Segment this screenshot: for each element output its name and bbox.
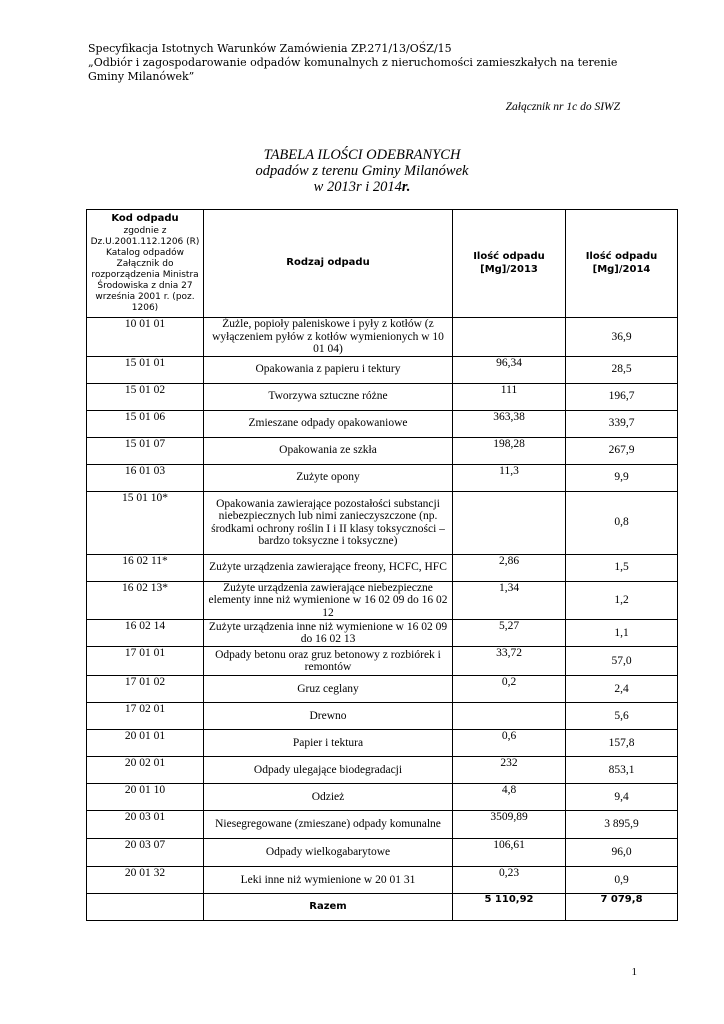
table-row	[87, 757, 678, 784]
cell-kod: 20 02 01	[87, 757, 204, 784]
table-row	[87, 491, 678, 554]
cell-2014: 96,0	[566, 839, 678, 867]
cell-rodzaj: Odzież	[204, 784, 453, 811]
cell-rodzaj: Opakowania ze szkła	[204, 437, 453, 464]
table-row	[87, 839, 678, 867]
table-row	[87, 464, 678, 491]
cell-2014: 1,2	[566, 581, 678, 620]
cell-rodzaj: Zużyte opony	[204, 464, 453, 491]
cell-2013: 4,8	[453, 784, 566, 811]
cell-2013: 0,23	[453, 867, 566, 894]
cell-kod: 15 01 07	[87, 437, 204, 464]
cell-2014: 1,5	[566, 554, 678, 581]
cell-kod: 17 01 02	[87, 676, 204, 703]
cell-2014: 36,9	[566, 318, 678, 357]
cell-2013: 5,27	[453, 620, 566, 647]
cell-rodzaj: Drewno	[204, 703, 453, 730]
title-line-3-text: w 2013r i 2014	[313, 179, 402, 195]
cell-2013: 232	[453, 757, 566, 784]
cell-2014: 157,8	[566, 730, 678, 757]
col-header-2014: Ilość odpadu [Mg]/2014	[566, 210, 678, 318]
cell-2013: 111	[453, 383, 566, 410]
table-row	[87, 554, 678, 581]
cell-rodzaj: Zmieszane odpady opakowaniowe	[204, 410, 453, 437]
cell-kod: 15 01 06	[87, 410, 204, 437]
table-row	[87, 318, 678, 357]
cell-2014: 0,8	[566, 491, 678, 554]
cell-kod: 16 01 03	[87, 464, 204, 491]
cell-kod: 15 01 01	[87, 356, 204, 383]
cell-rodzaj: Zużyte urządzenia zawierające niebezpieczne elementy inne niż wymienione w 16 02 09 do 16 02 12	[204, 581, 453, 620]
cell-total-2014: 7 079,8	[566, 894, 678, 921]
table-body	[87, 318, 678, 921]
table-row	[87, 730, 678, 757]
cell-2014: 267,9	[566, 437, 678, 464]
title-line-3	[0, 179, 724, 195]
cell-2014: 339,7	[566, 410, 678, 437]
cell-2013: 2,86	[453, 554, 566, 581]
cell-2014: 1,1	[566, 620, 678, 647]
cell-2014: 5,6	[566, 703, 678, 730]
cell-2014: 2,4	[566, 676, 678, 703]
table-row	[87, 811, 678, 839]
table-row	[87, 581, 678, 620]
cell-2014: 28,5	[566, 356, 678, 383]
cell-2013: 198,28	[453, 437, 566, 464]
col-header-kod-sub: zgodnie z Dz.U.2001.112.1206 (R) Katalog odpadów Załącznik do rozporządzenia Ministra Środowiska z dnia 27 września 2001 r. (poz. 1206)	[90, 225, 200, 313]
cell-2014: 853,1	[566, 757, 678, 784]
page-number: 1	[631, 966, 637, 978]
cell-total-label: Razem	[204, 894, 453, 921]
cell-rodzaj: Zużyte urządzenia inne niż wymienione w 16 02 09 do 16 02 13	[204, 620, 453, 647]
table-row	[87, 703, 678, 730]
total-row	[87, 894, 678, 921]
cell-kod: 20 01 10	[87, 784, 204, 811]
title-line-3-bold: r.	[401, 179, 411, 195]
cell-rodzaj: Opakowania zawierające pozostałości substancji niebezpiecznych lub nimi zanieczyszczone (np. środkami ochrony roślin I i II klasy toksyczności – bardzo toksyczne i toksyczne)	[204, 491, 453, 554]
document-header	[88, 42, 648, 84]
cell-2014: 0,9	[566, 867, 678, 894]
cell-2014: 3 895,9	[566, 811, 678, 839]
table-row	[87, 620, 678, 647]
col-header-rodzaj: Rodzaj odpadu	[204, 210, 453, 318]
header-subject-line: „Odbiór i zagospodarowanie odpadów komunalnych z nieruchomości zamieszkałych na terenie Gminy Milanówek”	[88, 56, 618, 83]
table-title	[0, 147, 724, 195]
cell-total-empty	[87, 894, 204, 921]
cell-2014: 9,9	[566, 464, 678, 491]
table-row	[87, 676, 678, 703]
cell-2013: 33,72	[453, 647, 566, 676]
cell-2013	[453, 703, 566, 730]
table-row	[87, 867, 678, 894]
cell-kod: 20 01 01	[87, 730, 204, 757]
cell-kod: 16 02 13*	[87, 581, 204, 620]
cell-2013: 1,34	[453, 581, 566, 620]
cell-2013	[453, 318, 566, 357]
cell-rodzaj: Leki inne niż wymienione w 20 01 31	[204, 867, 453, 894]
cell-kod: 20 03 07	[87, 839, 204, 867]
cell-kod: 20 01 32	[87, 867, 204, 894]
cell-2013: 106,61	[453, 839, 566, 867]
table-header-row	[87, 210, 678, 318]
cell-kod: 15 01 02	[87, 383, 204, 410]
table-row	[87, 784, 678, 811]
header-spec-line: Specyfikacja Istotnych Warunków Zamówienia ZP.271/13/OŚZ/15	[88, 42, 452, 55]
cell-2013: 11,3	[453, 464, 566, 491]
table-row	[87, 356, 678, 383]
col-header-2013: Ilość odpadu [Mg]/2013	[453, 210, 566, 318]
cell-2013: 3509,89	[453, 811, 566, 839]
cell-2013: 0,2	[453, 676, 566, 703]
cell-rodzaj: Opakowania z papieru i tektury	[204, 356, 453, 383]
cell-2013: 0,6	[453, 730, 566, 757]
cell-rodzaj: Gruz ceglany	[204, 676, 453, 703]
cell-kod: 20 03 01	[87, 811, 204, 839]
cell-rodzaj: Tworzywa sztuczne różne	[204, 383, 453, 410]
cell-kod: 15 01 10*	[87, 491, 204, 554]
cell-kod: 16 02 11*	[87, 554, 204, 581]
cell-2014: 9,4	[566, 784, 678, 811]
cell-kod: 10 01 01	[87, 318, 204, 357]
table-row	[87, 437, 678, 464]
title-line-2: odpadów z terenu Gminy Milanówek	[255, 163, 469, 179]
cell-2014: 57,0	[566, 647, 678, 676]
cell-2013: 363,38	[453, 410, 566, 437]
annex-label: Załącznik nr 1c do SIWZ	[505, 101, 620, 113]
cell-2014: 196,7	[566, 383, 678, 410]
cell-rodzaj: Odpady ulegające biodegradacji	[204, 757, 453, 784]
waste-quantity-table	[86, 209, 678, 921]
table-row	[87, 383, 678, 410]
col-header-kod	[87, 210, 204, 318]
cell-2013	[453, 491, 566, 554]
cell-rodzaj: Odpady wielkogabarytowe	[204, 839, 453, 867]
cell-rodzaj: Zużyte urządzenia zawierające freony, HCFC, HFC	[204, 554, 453, 581]
table-row	[87, 410, 678, 437]
cell-2013: 96,34	[453, 356, 566, 383]
title-line-1: TABELA ILOŚCI ODEBRANYCH	[263, 147, 461, 163]
cell-kod: 17 02 01	[87, 703, 204, 730]
cell-kod: 17 01 01	[87, 647, 204, 676]
cell-rodzaj: Papier i tektura	[204, 730, 453, 757]
cell-rodzaj: Niesegregowane (zmieszane) odpady komunalne	[204, 811, 453, 839]
cell-total-2013: 5 110,92	[453, 894, 566, 921]
col-header-kod-title: Kod odpadu	[111, 213, 179, 225]
cell-rodzaj: Żużle, popioły paleniskowe i pyły z kotłów (z wyłączeniem pyłów z kotłów wymienionych w 10 01 04)	[204, 318, 453, 357]
table-row	[87, 647, 678, 676]
cell-rodzaj: Odpady betonu oraz gruz betonowy z rozbiórek i remontów	[204, 647, 453, 676]
cell-kod: 16 02 14	[87, 620, 204, 647]
